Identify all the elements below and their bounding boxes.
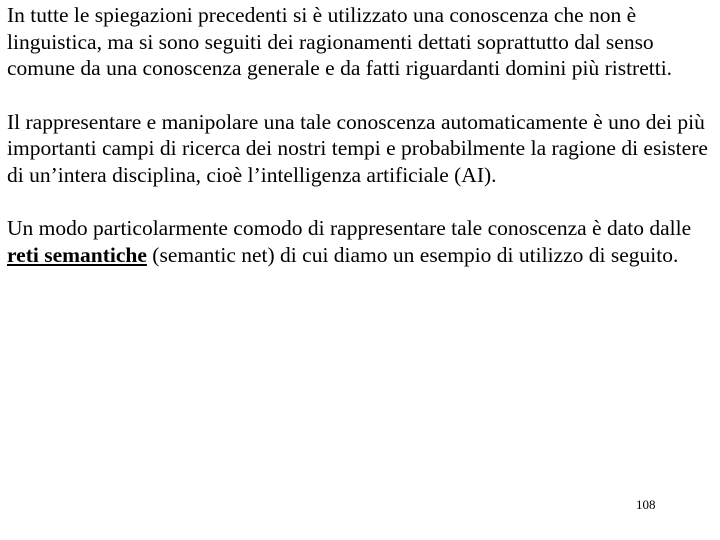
paragraph-ai-research: Il rappresentare e manipolare una tale conoscenza automaticamente è uno dei più importanti campi di ricerca dei nostri tempi e probabilmente la ragione di esistere di un’intera disciplina, cioè l’intelligenza artificiale (AI). — [7, 109, 708, 187]
slide-body — [7, 2, 719, 268]
paragraph-semantic-nets-after: (semantic net) di cui diamo un esempio di utilizzo di seguito. — [146, 242, 679, 267]
paragraph-knowledge-intro: In tutte le spiegazioni precedenti si è utilizzato una conoscenza che non è linguistica, ma si sono seguiti dei ragionamenti dettati soprattutto dal senso comune da una conoscenza generale e da fatti riguardanti domini più ristretti. — [7, 3, 673, 80]
paragraph-semantic-nets — [7, 215, 719, 268]
semantic-nets-term: reti semantiche — [7, 242, 147, 267]
paragraph-spacer — [7, 188, 719, 215]
paragraph-spacer — [7, 82, 719, 109]
paragraph-semantic-nets-before: Un modo particolarmente comodo di rappresentare tale conoscenza è dato dalle — [7, 216, 692, 240]
page-number: 108 — [636, 497, 656, 512]
